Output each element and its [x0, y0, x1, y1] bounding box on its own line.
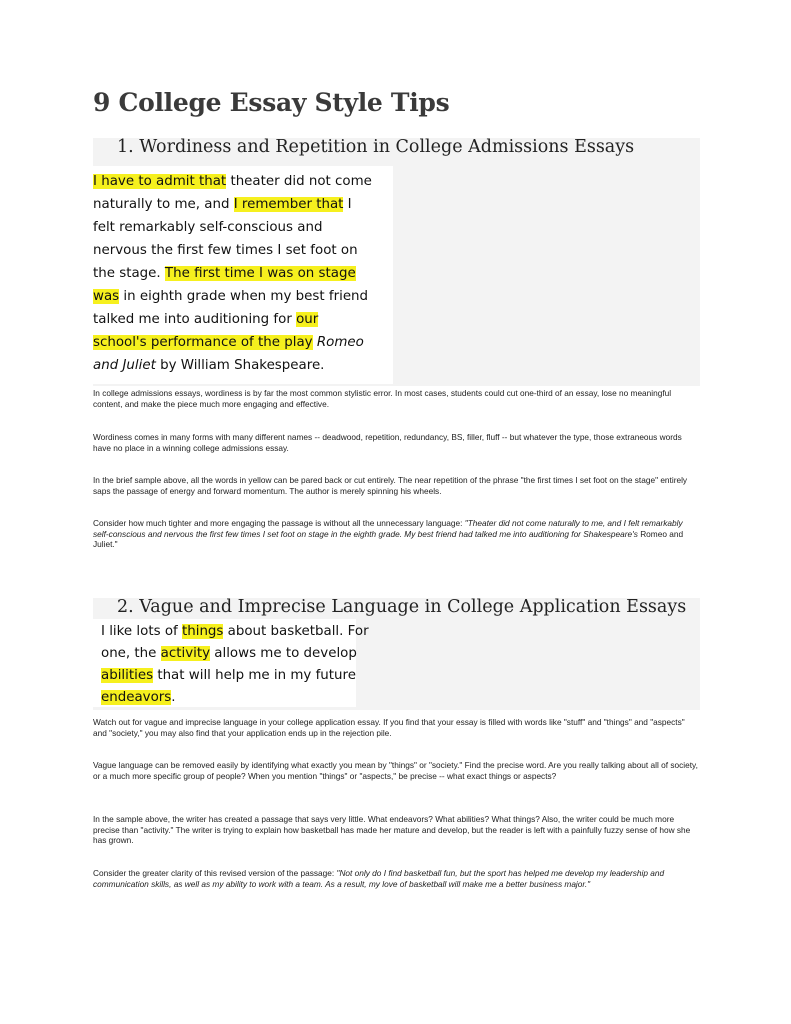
sample-text: I like lots of	[101, 624, 182, 639]
sample-text: one, the	[101, 646, 161, 661]
sample-2-line	[101, 624, 369, 639]
highlighted-phrase: school's performance of the play	[93, 335, 313, 350]
sample-1-line	[93, 197, 352, 212]
highlighted-phrase: endeavors	[101, 690, 172, 705]
sample-text: and Juliet	[93, 358, 156, 373]
sample-text: I	[343, 197, 352, 212]
section-1-heading: 1. Wordiness and Repetition in College Admissions Essays	[117, 137, 635, 157]
highlighted-phrase: I remember that	[233, 197, 344, 212]
sample-2-line	[101, 690, 176, 705]
sample-1-line	[93, 243, 358, 258]
sample-2-line	[101, 646, 357, 661]
sample-text: .	[171, 690, 176, 705]
sample-text: that will help me in my future	[153, 668, 356, 683]
sample-text: allows me to develop	[210, 646, 357, 661]
section-2-paragraph-1: Watch out for vague and imprecise language in your college application essay. If you find that your essay is filled with words like "stuff" and "things" and "aspects" and "society," you may also find that your application ends up in the rejection pile.	[93, 717, 685, 738]
section-1-paragraph-1: In college admissions essays, wordiness is by far the most common stylistic error. In most cases, students could cut one-third of an essay, lose no meaningful content, and make the piece much more engaging and effective.	[93, 388, 672, 409]
closing-lead: Consider how much tighter and more engaging the passage is without all the unnecessary language:	[93, 518, 465, 528]
section-2-paragraph-2: Vague language can be removed easily by identifying what exactly you mean by "things" or "society." Find the precise word. Are you really talking about all of society, or a much more specific group of people? When you mention "things" or "aspects," be precise -- what exact things or aspects?	[93, 760, 698, 781]
sample-1-line	[93, 174, 372, 189]
sample-text: by William Shakespeare.	[155, 358, 325, 373]
sample-text: nervous the first few times I set foot on	[93, 243, 358, 258]
vague-language-sample-image	[93, 619, 369, 707]
section-2-closing-paragraph	[93, 868, 698, 889]
highlighted-phrase: our	[296, 312, 319, 327]
section-1-paragraph-3: In the brief sample above, all the words in yellow can be pared back or cut entirely. The near repetition of the phrase "the first times I set foot on the stage" entirely saps the passage of energy and forward momentum. The author is merely spinning his wheels.	[93, 475, 688, 496]
highlighted-phrase: I have to admit that	[93, 174, 227, 189]
highlighted-phrase: The first time I was on stage	[164, 266, 356, 281]
highlighted-phrase: was	[93, 289, 120, 304]
sample-text: about basketball. For	[223, 624, 369, 639]
sample-text: theater did not come	[226, 174, 372, 189]
page-title: 9 College Essay Style Tips	[93, 88, 450, 117]
closing-quote: "Not only do I find basketball fun, but the sport has helped me develop my leadership and communication skills, as well as my ability to work with a team. As a result, my love of basketball will make me a better business major."	[93, 868, 665, 889]
section-2-paragraph-3: In the sample above, the writer has created a passage that says very little. What endeavors? What abilities? What things? Also, the writer could be much more precise than "activity." The writer is trying to explain how basketball has made her mature and develop, but the reader is left with a painfully fuzzy sense of how she has grown.	[93, 814, 691, 845]
sample-text: felt remarkably self-conscious and	[93, 220, 323, 235]
sample-2-line	[101, 668, 356, 683]
sample-text: the stage.	[93, 266, 165, 281]
sample-text: Romeo	[316, 335, 364, 350]
closing-lead: Consider the greater clarity of this revised version of the passage:	[93, 868, 337, 878]
wordiness-sample-image	[93, 166, 393, 384]
sample-1-line	[93, 266, 356, 281]
section-1-closing-paragraph	[93, 518, 698, 550]
sample-1-line	[93, 358, 324, 373]
highlighted-phrase: abilities	[101, 668, 154, 683]
closing-quote: "Theater did not come naturally to me, and I felt remarkably self-conscious and nervous the first few times I set foot on stage in the eighth grade. My best friend had talked me into auditioning for Shakespeare's	[93, 518, 683, 539]
section-2-heading: 2. Vague and Imprecise Language in College Application Essays	[117, 597, 687, 617]
highlighted-phrase: things	[181, 624, 224, 639]
sample-text: talked me into auditioning for	[93, 312, 297, 327]
sample-1-line	[93, 289, 368, 304]
sample-text: naturally to me, and	[93, 197, 234, 212]
closing-tail: Romeo and Juliet."	[93, 528, 684, 549]
highlighted-phrase: activity	[160, 646, 211, 661]
sample-1-line	[93, 312, 318, 327]
sample-1-line	[93, 335, 364, 350]
section-1-paragraph-2: Wordiness comes in many forms with many different names -- deadwood, repetition, redundancy, BS, filler, fluff -- but whatever the type, those extraneous words have no place in a winning college admissions essay.	[93, 432, 682, 453]
sample-1-line	[93, 220, 322, 235]
sample-text: in eighth grade when my best friend	[119, 289, 369, 304]
